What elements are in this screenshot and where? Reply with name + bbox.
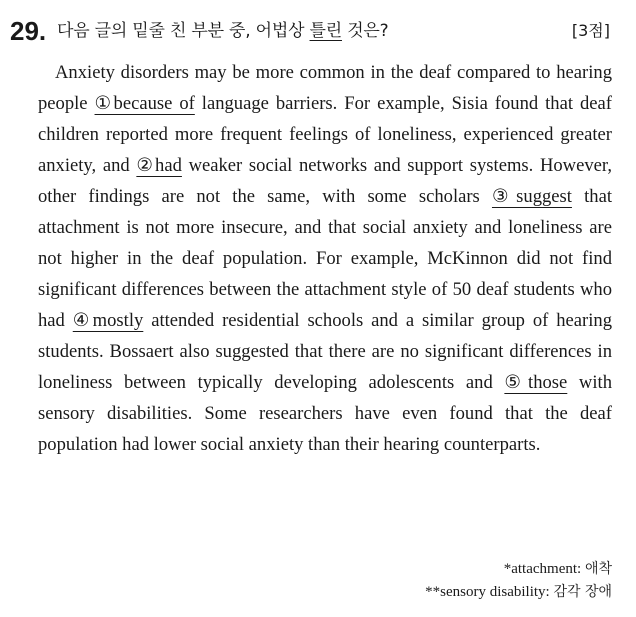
footnotes bbox=[425, 558, 612, 604]
underlined-choice-5: ⑤those bbox=[504, 372, 568, 393]
passage-text-2: language barriers. For example, Sisia found that deaf children reported more frequent feelings of loneliness, experienced greater anxiety, and bbox=[38, 93, 612, 176]
footnote-meaning: 애착 bbox=[584, 561, 612, 577]
underlined-choice-4: ④mostly bbox=[72, 310, 144, 331]
footnote-term: **sensory disability: bbox=[425, 584, 554, 600]
passage-text-3: weaker social networks and support systems. However, other findings are not the same, with some scholars bbox=[38, 155, 613, 207]
prompt-underlined-word: 틀린 bbox=[309, 21, 342, 41]
passage-paragraph bbox=[38, 57, 612, 460]
question-points: [3점] bbox=[571, 21, 610, 40]
prompt-after: 것은? bbox=[341, 21, 389, 41]
footnote-attachment bbox=[425, 558, 612, 581]
underlined-choice-2: ②had bbox=[136, 155, 182, 176]
underlined-choice-3: ③suggest bbox=[491, 186, 572, 207]
passage-text-6: with sensory disabilities. Some researchers have even found that the deaf population had lower social anxiety than their hearing counterparts. bbox=[38, 372, 612, 455]
passage-text-5: attended residential schools and a similar group of hearing students. Bossaert also suggested that there are no significant differences in loneliness between typically developing adolescents and bbox=[38, 310, 613, 393]
question-header bbox=[10, 14, 610, 48]
question-prompt bbox=[57, 16, 388, 46]
footnote-sensory-disability bbox=[425, 581, 612, 604]
underlined-choice-1: ①because of bbox=[94, 93, 195, 114]
question-number: 29. bbox=[10, 16, 47, 46]
passage-text-4: that attachment is not more insecure, and that social anxiety and loneliness are not higher in the deaf population. For example, McKinnon did not find significant differences between the attachment style of 50 deaf students who had bbox=[38, 186, 613, 331]
passage-text-1: Anxiety disorders may be more common in the deaf compared to hearing people bbox=[38, 62, 612, 114]
reading-passage bbox=[38, 57, 612, 460]
prompt-before: 다음 글의 밑줄 친 부분 중, 어법상 bbox=[57, 21, 310, 41]
footnote-term: *attachment: bbox=[503, 561, 585, 577]
footnote-meaning: 감각 장애 bbox=[553, 584, 612, 600]
